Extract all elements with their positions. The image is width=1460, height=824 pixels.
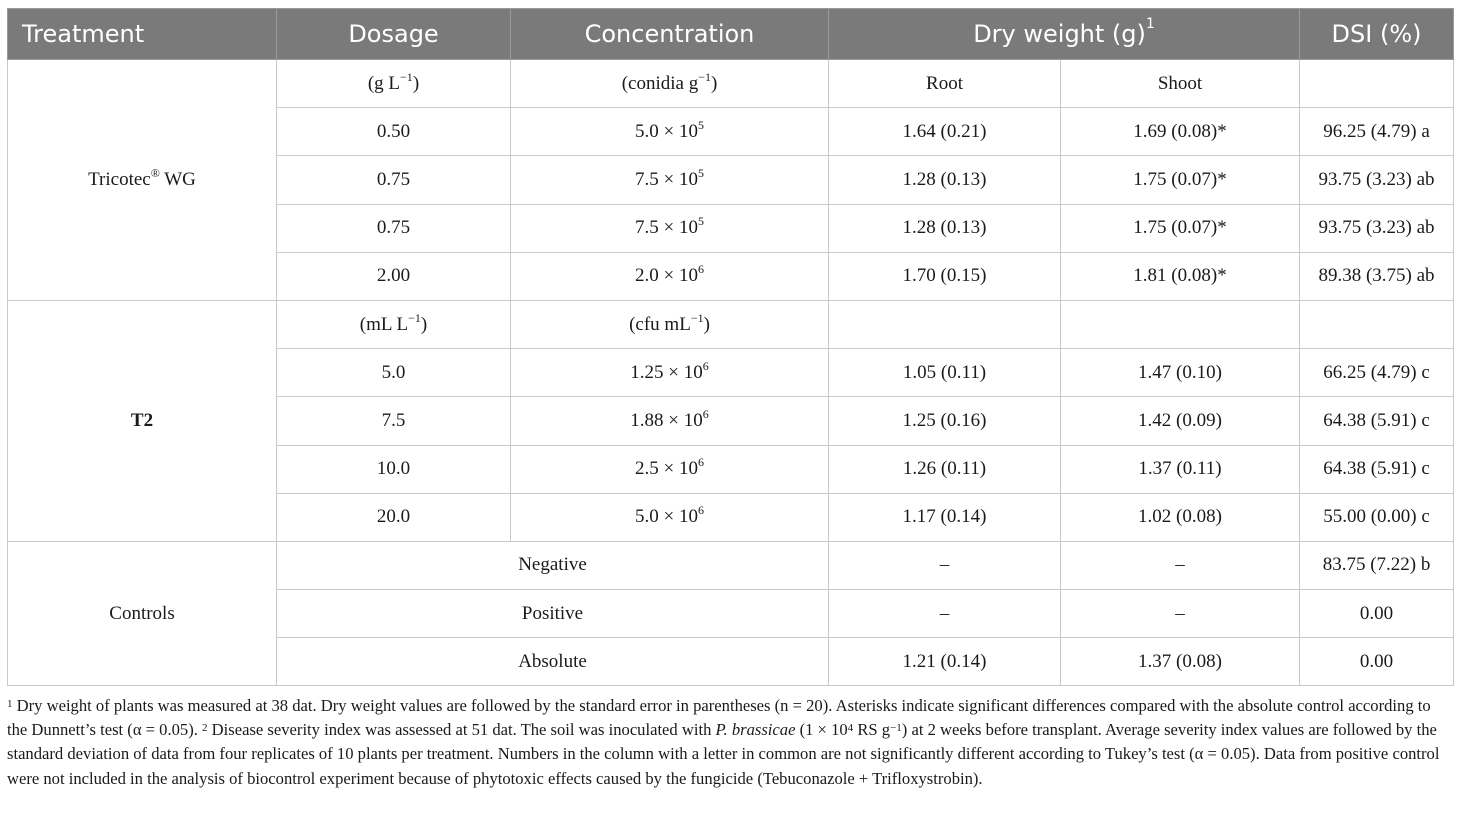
- unit-exponent: −1: [690, 310, 704, 325]
- cell-dosage: 2.00: [277, 252, 511, 300]
- cell-root: 1.28 (0.13): [829, 156, 1061, 204]
- cell-shoot: 1.42 (0.09): [1061, 397, 1300, 445]
- cell-root: 1.26 (0.11): [829, 445, 1061, 493]
- conc-base: 5.0 × 10: [635, 120, 698, 142]
- cell-control-label: Positive: [277, 590, 829, 638]
- conc-base: 5.0 × 10: [635, 506, 698, 528]
- cell-shoot: 1.75 (0.07)*: [1061, 156, 1300, 204]
- conc-base: 7.5 × 10: [635, 168, 698, 190]
- cell-shoot: 1.75 (0.07)*: [1061, 204, 1300, 252]
- unit-text: ): [412, 72, 420, 94]
- results-table: [7, 8, 1454, 686]
- cell-dosage: 5.0: [277, 349, 511, 397]
- conc-base: 2.5 × 10: [635, 458, 698, 480]
- unit-text: ): [703, 313, 710, 335]
- unit-text: (cfu mL: [629, 313, 691, 335]
- conc-base: 1.25 × 10: [630, 361, 703, 383]
- cell-shoot: 1.37 (0.11): [1061, 445, 1300, 493]
- header-dsi: DSI (%): [1300, 9, 1454, 60]
- conc-base: 7.5 × 10: [635, 217, 698, 239]
- cell-dsi: 89.38 (3.75) ab: [1300, 252, 1454, 300]
- cell-shoot: 1.69 (0.08)*: [1061, 108, 1300, 156]
- cell-control-label: Negative: [277, 541, 829, 589]
- results-table-container: [7, 8, 1453, 686]
- cell-root: 1.64 (0.21): [829, 108, 1061, 156]
- unit-concentration: [511, 300, 829, 348]
- conc-base: 2.0 × 10: [635, 265, 698, 287]
- unit-exponent: −1: [400, 69, 413, 84]
- unit-exponent: −1: [698, 69, 711, 84]
- conc-exponent: 6: [697, 503, 704, 518]
- conc-exponent: 5: [697, 165, 704, 180]
- empty-cell: [1300, 300, 1454, 348]
- header-dry-weight: [829, 9, 1300, 60]
- header-dosage: Dosage: [277, 9, 511, 60]
- header-dry-weight-label: Dry weight (g): [973, 20, 1146, 48]
- cell-dosage: 0.50: [277, 108, 511, 156]
- cell-root: 1.17 (0.14): [829, 493, 1061, 541]
- cell-dosage: 20.0: [277, 493, 511, 541]
- cell-dosage: 7.5: [277, 397, 511, 445]
- group-t2-label: T2: [8, 300, 277, 541]
- footnote-text: RS g: [853, 720, 891, 740]
- cell-root: –: [829, 590, 1061, 638]
- footnote-mark-2: 2: [202, 722, 208, 735]
- unit-dosage: [277, 300, 511, 348]
- subheader-shoot: Shoot: [1061, 60, 1300, 108]
- empty-cell: [829, 300, 1061, 348]
- conc-exponent: 6: [697, 262, 704, 277]
- cell-dsi: 96.25 (4.79) a: [1300, 108, 1454, 156]
- footnote-exponent: 4: [847, 722, 854, 735]
- table-row: [8, 60, 1454, 108]
- conc-exponent: 6: [702, 406, 709, 421]
- footnote-species: P. brassicae: [715, 720, 796, 740]
- footnote-text: ) at 2 weeks before transplant. Average severity index values are followed by the standard deviation of data from four replicates of 10 plants per treatment. Numbers in the column with a letter in common are not significantly different according to Tukey’s test (α = 0.05). Data from positive control were not included in the analysis of biocontrol experiment because of phytotoxic effects caused by the fungicide (Tebuconazole + Trifloxystrobin).: [7, 720, 1440, 788]
- conc-exponent: 5: [697, 117, 704, 132]
- cell-shoot: –: [1061, 590, 1300, 638]
- unit-text: (conidia g: [621, 72, 699, 94]
- cell-dsi: 93.75 (3.23) ab: [1300, 156, 1454, 204]
- cell-concentration: [511, 445, 829, 493]
- cell-root: –: [829, 541, 1061, 589]
- cell-root: 1.05 (0.11): [829, 349, 1061, 397]
- unit-text: (g L: [367, 72, 401, 94]
- header-concentration: Concentration: [511, 9, 829, 60]
- table-row: [8, 541, 1454, 589]
- cell-dosage: 0.75: [277, 156, 511, 204]
- conc-exponent: 5: [697, 214, 704, 229]
- cell-concentration: [511, 349, 829, 397]
- cell-shoot: 1.81 (0.08)*: [1061, 252, 1300, 300]
- unit-concentration: [511, 60, 829, 108]
- cell-shoot: 1.47 (0.10): [1061, 349, 1300, 397]
- cell-control-label: Absolute: [277, 638, 829, 686]
- cell-dsi: 64.38 (5.91) c: [1300, 397, 1454, 445]
- cell-root: 1.28 (0.13): [829, 204, 1061, 252]
- group-controls-label: Controls: [8, 541, 277, 686]
- footnote-text: Disease severity index was assessed at 51 dat. The soil was inoculated with: [207, 720, 716, 740]
- unit-text: ): [420, 313, 428, 335]
- cell-root: 1.21 (0.14): [829, 638, 1061, 686]
- group-name-suffix: WG: [159, 168, 196, 190]
- footnote-exponent: −1: [890, 722, 902, 735]
- empty-cell: [1061, 300, 1300, 348]
- footnote-text: Dry weight of plants was measured at 38 dat. Dry weight values are followed by the standard error in parentheses (n = 20). Asterisks indicate significant differences compared with the absolute control according to the Dunnett’s test (α = 0.05).: [7, 696, 1431, 740]
- cell-concentration: [511, 204, 829, 252]
- cell-dsi: 83.75 (7.22) b: [1300, 541, 1454, 589]
- conc-exponent: 6: [702, 358, 709, 373]
- empty-cell: [1300, 60, 1454, 108]
- unit-text: (mL L: [359, 313, 409, 335]
- group-name: Tricotec: [88, 168, 151, 190]
- cell-dosage: 0.75: [277, 204, 511, 252]
- cell-concentration: [511, 397, 829, 445]
- header-dry-weight-footnote-mark: 1: [1145, 16, 1155, 32]
- cell-dsi: 0.00: [1300, 638, 1454, 686]
- cell-dsi: 55.00 (0.00) c: [1300, 493, 1454, 541]
- footnote-text: (1 × 10: [795, 720, 848, 740]
- cell-dsi: 64.38 (5.91) c: [1300, 445, 1454, 493]
- conc-exponent: 6: [697, 455, 704, 470]
- table-footnote: [7, 694, 1453, 791]
- unit-dosage: [277, 60, 511, 108]
- subheader-root: Root: [829, 60, 1061, 108]
- registered-mark: ®: [150, 165, 160, 180]
- table-row: [8, 300, 1454, 348]
- cell-shoot: 1.02 (0.08): [1061, 493, 1300, 541]
- cell-root: 1.25 (0.16): [829, 397, 1061, 445]
- footnote-paragraph: [7, 694, 1453, 791]
- cell-dsi: 66.25 (4.79) c: [1300, 349, 1454, 397]
- cell-root: 1.70 (0.15): [829, 252, 1061, 300]
- cell-concentration: [511, 156, 829, 204]
- cell-dsi: 0.00: [1300, 590, 1454, 638]
- group-tricotec-label: [8, 60, 277, 301]
- cell-dosage: 10.0: [277, 445, 511, 493]
- cell-concentration: [511, 252, 829, 300]
- unit-exponent: −1: [408, 310, 421, 325]
- cell-shoot: 1.37 (0.08): [1061, 638, 1300, 686]
- unit-text: ): [710, 72, 718, 94]
- cell-dsi: 93.75 (3.23) ab: [1300, 204, 1454, 252]
- header-row: [8, 9, 1454, 60]
- footnote-mark-1: 1: [7, 698, 13, 710]
- header-treatment: Treatment: [8, 9, 277, 60]
- conc-base: 1.88 × 10: [630, 409, 703, 431]
- cell-concentration: [511, 108, 829, 156]
- cell-concentration: [511, 493, 829, 541]
- cell-shoot: –: [1061, 541, 1300, 589]
